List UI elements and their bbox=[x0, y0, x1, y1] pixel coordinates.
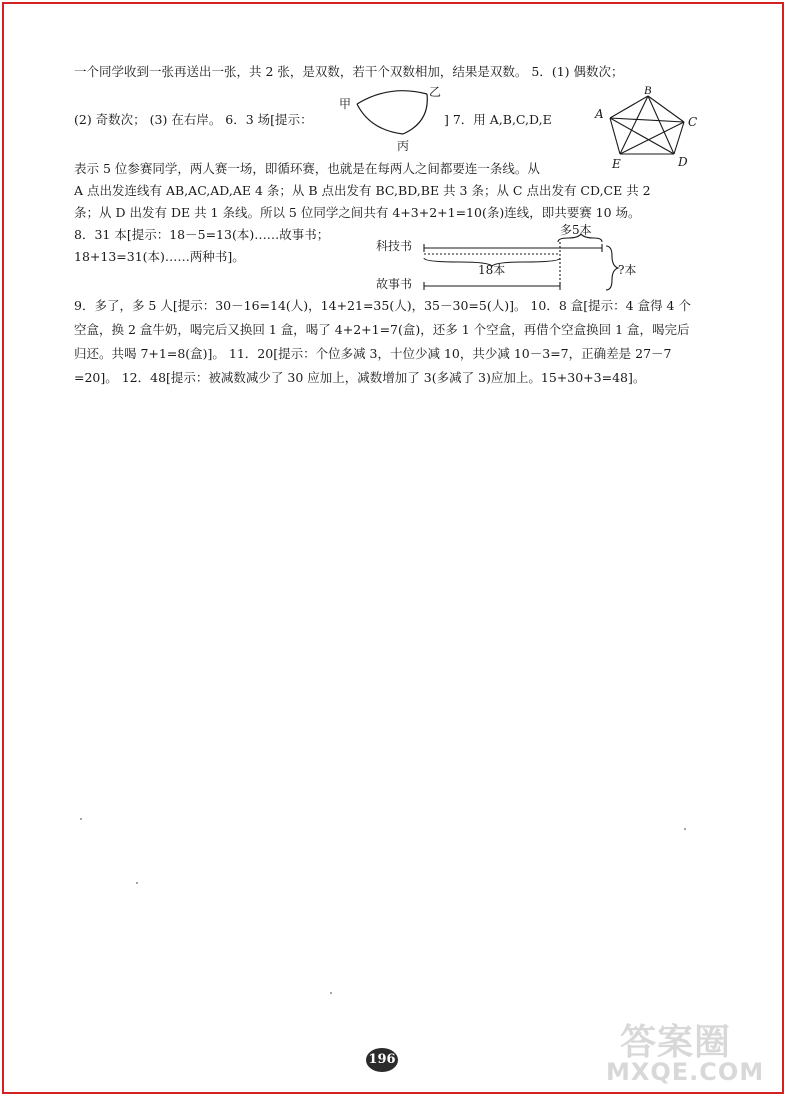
segment-diagram bbox=[370, 222, 670, 298]
answer-line-1: 一个同学收到一张再送出一张，共 2 张，是双数，若干个双数相加，结果是双数。 5．(1) 偶数次； bbox=[74, 64, 624, 79]
node-jia: 甲 bbox=[339, 97, 352, 111]
vertex-D: D bbox=[678, 155, 688, 169]
answer-line-7: 18+13=31(本)……两种书]。 bbox=[74, 249, 245, 264]
label-more-5: 多5本 bbox=[560, 223, 592, 237]
vertex-C: C bbox=[688, 115, 698, 129]
answer-line-11: =20]。 12．48[提示：被减数减少了 30 应加上，减数增加了 3(多减了 3)应加上。15+30+3=48]。 bbox=[74, 370, 646, 385]
answer-line-3: 表示 5 位参赛同学，两人赛一场，即循环赛，也就是在每两人之间都要连一条线。从 bbox=[74, 161, 540, 176]
scan-speck bbox=[684, 828, 686, 830]
label-story-books: 故事书 bbox=[376, 277, 413, 291]
answer-line-5: 条；从 D 出发有 DE 共 1 条线。所以 5 位同学之间共有 4+3+2+1=10(条)连线，即共要赛 10 场。 bbox=[74, 205, 641, 220]
answer-line-6: 8．31 本[提示：18－5=13(本)……故事书； bbox=[74, 227, 330, 242]
page-number: 196 bbox=[366, 1048, 398, 1072]
answer-line-2a: (2) 奇数次； (3) 在右岸。 6．3 场[提示： bbox=[74, 112, 313, 127]
triangle-diagram bbox=[335, 82, 445, 154]
arc-jia-bing bbox=[357, 104, 403, 134]
vertex-A: A bbox=[595, 107, 604, 121]
answer-line-8: 9．多了，多 5 人[提示：30－16=14(人)，14+21=35(人)，35－30=5(人)]。 10．8 盒[提示：4 盒得 4 个 bbox=[74, 298, 691, 313]
watermark-logo-top: 答案圈 bbox=[620, 1022, 732, 1063]
vertex-E: E bbox=[612, 157, 621, 171]
arc-jia-yi bbox=[357, 91, 427, 104]
answer-line-2b: ] 7．用 A,B,C,D,E bbox=[444, 112, 552, 127]
label-18: 18本 bbox=[478, 263, 506, 277]
brace-total bbox=[606, 246, 618, 290]
label-science-books: 科技书 bbox=[376, 239, 413, 253]
answer-line-9: 空盒，换 2 盒牛奶，喝完后又换回 1 盒，喝了 4+2+1=7(盒)，还多 1 个空盒，再借个空盒换回 1 盒，喝完后 bbox=[74, 322, 690, 337]
arc-yi-bing bbox=[403, 94, 427, 134]
watermark-logo-bottom: MXQE.COM bbox=[606, 1058, 765, 1086]
pentagon-diagram bbox=[594, 84, 704, 174]
scan-speck bbox=[80, 818, 82, 820]
node-yi: 乙 bbox=[429, 85, 442, 99]
scan-speck bbox=[136, 882, 138, 884]
answer-line-10: 归还。共喝 7+1=8(盒)]。 11．20[提示：个位多减 3，十位少减 10，共少减 10－3=7，正确差是 27－7 bbox=[74, 346, 672, 361]
label-total: ?本 bbox=[618, 263, 637, 277]
vertex-B: B bbox=[644, 83, 652, 97]
scan-speck bbox=[330, 992, 332, 994]
node-bing: 丙 bbox=[397, 139, 410, 153]
answer-line-4: A 点出发连线有 AB,AC,AD,AE 4 条；从 B 点出发有 BC,BD,BE 共 3 条；从 C 点出发有 CD,CE 共 2 bbox=[74, 183, 651, 198]
